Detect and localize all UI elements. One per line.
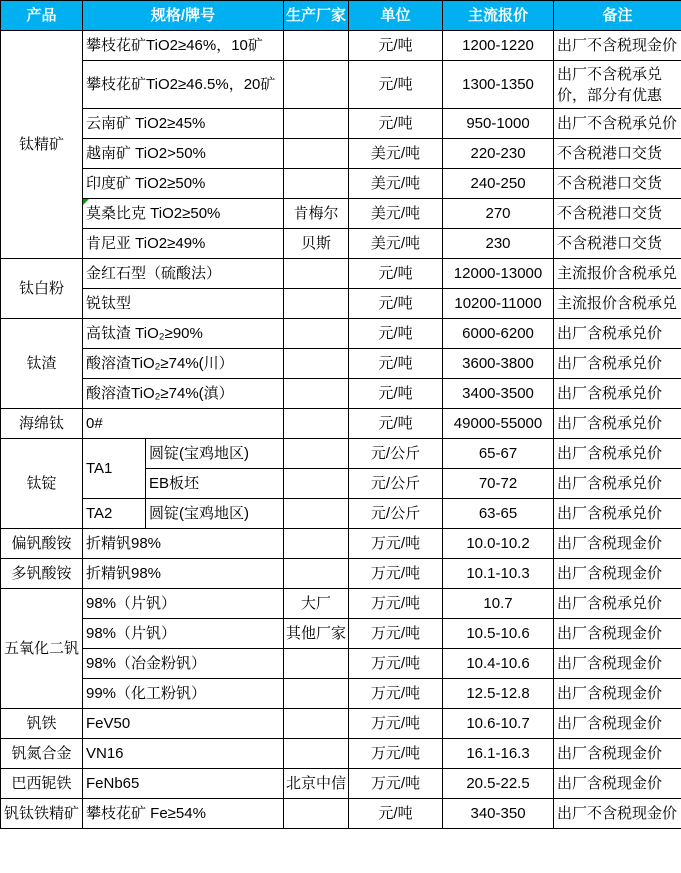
manufacturer-cell — [284, 289, 349, 319]
unit-cell: 万元/吨 — [349, 769, 443, 799]
manufacturer-cell — [284, 799, 349, 829]
col-header-price: 主流报价 — [443, 1, 554, 31]
note-cell: 出厂含税现金价 — [554, 769, 681, 799]
spec-cell: 酸溶渣TiO₂≥74%(滇） — [83, 379, 284, 409]
spec-cell: 0# — [83, 409, 284, 439]
unit-cell: 万元/吨 — [349, 559, 443, 589]
price-cell: 230 — [443, 229, 554, 259]
product-cell: 五氧化二钒 — [1, 589, 83, 709]
product-cell: 巴西铌铁 — [1, 769, 83, 799]
note-cell: 出厂不含税现金价 — [554, 799, 681, 829]
table-body — [1, 31, 681, 829]
manufacturer-cell: 肯梅尔 — [284, 199, 349, 229]
price-cell: 12000-13000 — [443, 259, 554, 289]
unit-cell: 美元/吨 — [349, 229, 443, 259]
price-cell: 10.4-10.6 — [443, 649, 554, 679]
unit-cell: 万元/吨 — [349, 589, 443, 619]
table-row — [1, 31, 681, 61]
col-header-product: 产品 — [1, 1, 83, 31]
unit-cell: 元/公斤 — [349, 439, 443, 469]
price-cell: 70-72 — [443, 469, 554, 499]
table-row — [1, 259, 681, 289]
unit-cell: 万元/吨 — [349, 679, 443, 709]
spec-cell: 98%（片钒） — [83, 589, 284, 619]
note-cell: 出厂含税现金价 — [554, 649, 681, 679]
note-cell: 出厂不含税承兑价，部分有优惠 — [554, 61, 681, 109]
spec-cell: 98%（冶金粉钒） — [83, 649, 284, 679]
unit-cell: 万元/吨 — [349, 739, 443, 769]
unit-cell: 元/吨 — [349, 109, 443, 139]
note-cell: 出厂含税承兑价 — [554, 589, 681, 619]
unit-cell: 元/吨 — [349, 31, 443, 61]
price-cell: 10.6-10.7 — [443, 709, 554, 739]
price-cell: 49000-55000 — [443, 409, 554, 439]
table-row — [1, 109, 681, 139]
note-cell: 出厂含税现金价 — [554, 709, 681, 739]
product-cell: 钛精矿 — [1, 31, 83, 259]
product-cell: 钛白粉 — [1, 259, 83, 319]
table-row — [1, 739, 681, 769]
manufacturer-cell — [284, 169, 349, 199]
note-cell: 出厂含税现金价 — [554, 529, 681, 559]
unit-cell: 元/吨 — [349, 289, 443, 319]
table-row — [1, 169, 681, 199]
manufacturer-cell — [284, 469, 349, 499]
note-cell: 主流报价含税承兑 — [554, 289, 681, 319]
price-cell: 1200-1220 — [443, 31, 554, 61]
price-cell: 65-67 — [443, 439, 554, 469]
product-cell: 海绵钛 — [1, 409, 83, 439]
table-row — [1, 769, 681, 799]
product-cell: 钒铁 — [1, 709, 83, 739]
header-row — [1, 1, 681, 31]
unit-cell: 元/吨 — [349, 349, 443, 379]
note-cell: 出厂含税承兑价 — [554, 409, 681, 439]
unit-cell: 美元/吨 — [349, 169, 443, 199]
spec-cell: 攀枝花矿 Fe≥54% — [83, 799, 284, 829]
price-cell: 20.5-22.5 — [443, 769, 554, 799]
unit-cell: 元/公斤 — [349, 499, 443, 529]
table-row — [1, 529, 681, 559]
spec-grade-cell: TA2 — [83, 499, 146, 529]
price-cell: 10.5-10.6 — [443, 619, 554, 649]
spec-cell: 98%（片钒） — [83, 619, 284, 649]
price-cell: 3600-3800 — [443, 349, 554, 379]
price-cell: 10.1-10.3 — [443, 559, 554, 589]
unit-cell: 元/吨 — [349, 259, 443, 289]
unit-cell: 万元/吨 — [349, 649, 443, 679]
unit-cell: 元/吨 — [349, 409, 443, 439]
note-cell: 出厂不含税承兑价 — [554, 109, 681, 139]
manufacturer-cell: 北京中信 — [284, 769, 349, 799]
price-cell: 240-250 — [443, 169, 554, 199]
price-cell: 6000-6200 — [443, 319, 554, 349]
manufacturer-cell — [284, 31, 349, 61]
unit-cell: 美元/吨 — [349, 199, 443, 229]
manufacturer-cell — [284, 499, 349, 529]
unit-cell: 万元/吨 — [349, 709, 443, 739]
table-row — [1, 679, 681, 709]
note-cell: 出厂含税承兑价 — [554, 319, 681, 349]
manufacturer-cell — [284, 379, 349, 409]
spec-sub-cell: EB板坯 — [146, 469, 284, 499]
price-cell: 340-350 — [443, 799, 554, 829]
note-cell: 不含税港口交货 — [554, 229, 681, 259]
manufacturer-cell — [284, 319, 349, 349]
price-cell: 10200-11000 — [443, 289, 554, 319]
price-cell: 10.7 — [443, 589, 554, 619]
table-row — [1, 199, 681, 229]
manufacturer-cell — [284, 529, 349, 559]
note-cell: 出厂含税现金价 — [554, 619, 681, 649]
note-cell: 不含税港口交货 — [554, 199, 681, 229]
unit-cell: 元/公斤 — [349, 469, 443, 499]
note-cell: 不含税港口交货 — [554, 139, 681, 169]
spec-cell: 肯尼亚 TiO2≥49% — [83, 229, 284, 259]
manufacturer-cell — [284, 409, 349, 439]
unit-cell: 元/吨 — [349, 61, 443, 109]
note-cell: 出厂含税承兑价 — [554, 439, 681, 469]
table-row — [1, 589, 681, 619]
spec-cell: 高钛渣 TiO₂≥90% — [83, 319, 284, 349]
manufacturer-cell — [284, 109, 349, 139]
manufacturer-cell — [284, 349, 349, 379]
table-row — [1, 289, 681, 319]
spec-cell: 印度矿 TiO2≥50% — [83, 169, 284, 199]
price-cell: 12.5-12.8 — [443, 679, 554, 709]
col-header-spec: 规格/牌号 — [83, 1, 284, 31]
product-cell: 多钒酸铵 — [1, 559, 83, 589]
manufacturer-cell — [284, 439, 349, 469]
spec-sub-cell: 圆锭(宝鸡地区) — [146, 439, 284, 469]
note-cell: 出厂含税承兑价 — [554, 499, 681, 529]
unit-cell: 美元/吨 — [349, 139, 443, 169]
table-row — [1, 559, 681, 589]
table-row — [1, 409, 681, 439]
note-cell: 出厂含税现金价 — [554, 739, 681, 769]
price-cell: 220-230 — [443, 139, 554, 169]
spec-grade-cell: TA1 — [83, 439, 146, 499]
col-header-unit: 单位 — [349, 1, 443, 31]
manufacturer-cell — [284, 139, 349, 169]
table-row — [1, 229, 681, 259]
price-cell: 16.1-16.3 — [443, 739, 554, 769]
product-cell: 钛锭 — [1, 439, 83, 529]
table-row — [1, 799, 681, 829]
price-cell: 270 — [443, 199, 554, 229]
price-cell: 950-1000 — [443, 109, 554, 139]
manufacturer-cell: 其他厂家 — [284, 619, 349, 649]
note-cell: 出厂不含税现金价 — [554, 31, 681, 61]
price-cell: 3400-3500 — [443, 379, 554, 409]
spec-cell: VN16 — [83, 739, 284, 769]
note-cell: 出厂含税承兑价 — [554, 379, 681, 409]
manufacturer-cell — [284, 259, 349, 289]
product-cell: 钒氮合金 — [1, 739, 83, 769]
price-cell: 63-65 — [443, 499, 554, 529]
note-cell: 出厂含税现金价 — [554, 559, 681, 589]
unit-cell: 元/吨 — [349, 319, 443, 349]
spec-cell: 锐钛型 — [83, 289, 284, 319]
table-header — [1, 1, 681, 31]
unit-cell: 万元/吨 — [349, 619, 443, 649]
spec-cell: 莫桑比克 TiO2≥50% — [83, 199, 284, 229]
table-row — [1, 319, 681, 349]
table-row — [1, 61, 681, 109]
spec-sub-cell: 圆锭(宝鸡地区) — [146, 499, 284, 529]
table-row — [1, 499, 681, 529]
table-row — [1, 379, 681, 409]
table-row — [1, 439, 681, 469]
spec-cell: 折精钒98% — [83, 529, 284, 559]
spec-cell: 越南矿 TiO2>50% — [83, 139, 284, 169]
spec-cell: 99%（化工粉钒） — [83, 679, 284, 709]
manufacturer-cell — [284, 559, 349, 589]
spec-cell: 攀枝花矿TiO2≥46%，10矿 — [83, 31, 284, 61]
col-header-note: 备注 — [554, 1, 681, 31]
manufacturer-cell — [284, 649, 349, 679]
product-cell: 钛渣 — [1, 319, 83, 409]
manufacturer-cell: 贝斯 — [284, 229, 349, 259]
manufacturer-cell — [284, 709, 349, 739]
note-cell: 出厂含税承兑价 — [554, 469, 681, 499]
spec-cell: 金红石型（硫酸法） — [83, 259, 284, 289]
table-row — [1, 619, 681, 649]
table-row — [1, 139, 681, 169]
spec-cell: FeNb65 — [83, 769, 284, 799]
price-cell: 1300-1350 — [443, 61, 554, 109]
spec-cell: 酸溶渣TiO₂≥74%(川） — [83, 349, 284, 379]
unit-cell: 万元/吨 — [349, 529, 443, 559]
table-row — [1, 649, 681, 679]
manufacturer-cell — [284, 679, 349, 709]
spec-cell: 攀枝花矿TiO2≥46.5%，20矿 — [83, 61, 284, 109]
unit-cell: 元/吨 — [349, 799, 443, 829]
note-cell: 主流报价含税承兑 — [554, 259, 681, 289]
spec-cell: FeV50 — [83, 709, 284, 739]
spec-cell: 云南矿 TiO2≥45% — [83, 109, 284, 139]
col-header-manufacturer: 生产厂家 — [284, 1, 349, 31]
manufacturer-cell — [284, 61, 349, 109]
product-cell: 偏钒酸铵 — [1, 529, 83, 559]
manufacturer-cell — [284, 739, 349, 769]
note-cell: 不含税港口交货 — [554, 169, 681, 199]
product-cell: 钒钛铁精矿 — [1, 799, 83, 829]
table-row — [1, 709, 681, 739]
spec-cell: 折精钒98% — [83, 559, 284, 589]
table-row — [1, 349, 681, 379]
note-cell: 出厂含税承兑价 — [554, 349, 681, 379]
note-cell: 出厂含税现金价 — [554, 679, 681, 709]
manufacturer-cell: 大厂 — [284, 589, 349, 619]
price-cell: 10.0-10.2 — [443, 529, 554, 559]
unit-cell: 元/吨 — [349, 379, 443, 409]
